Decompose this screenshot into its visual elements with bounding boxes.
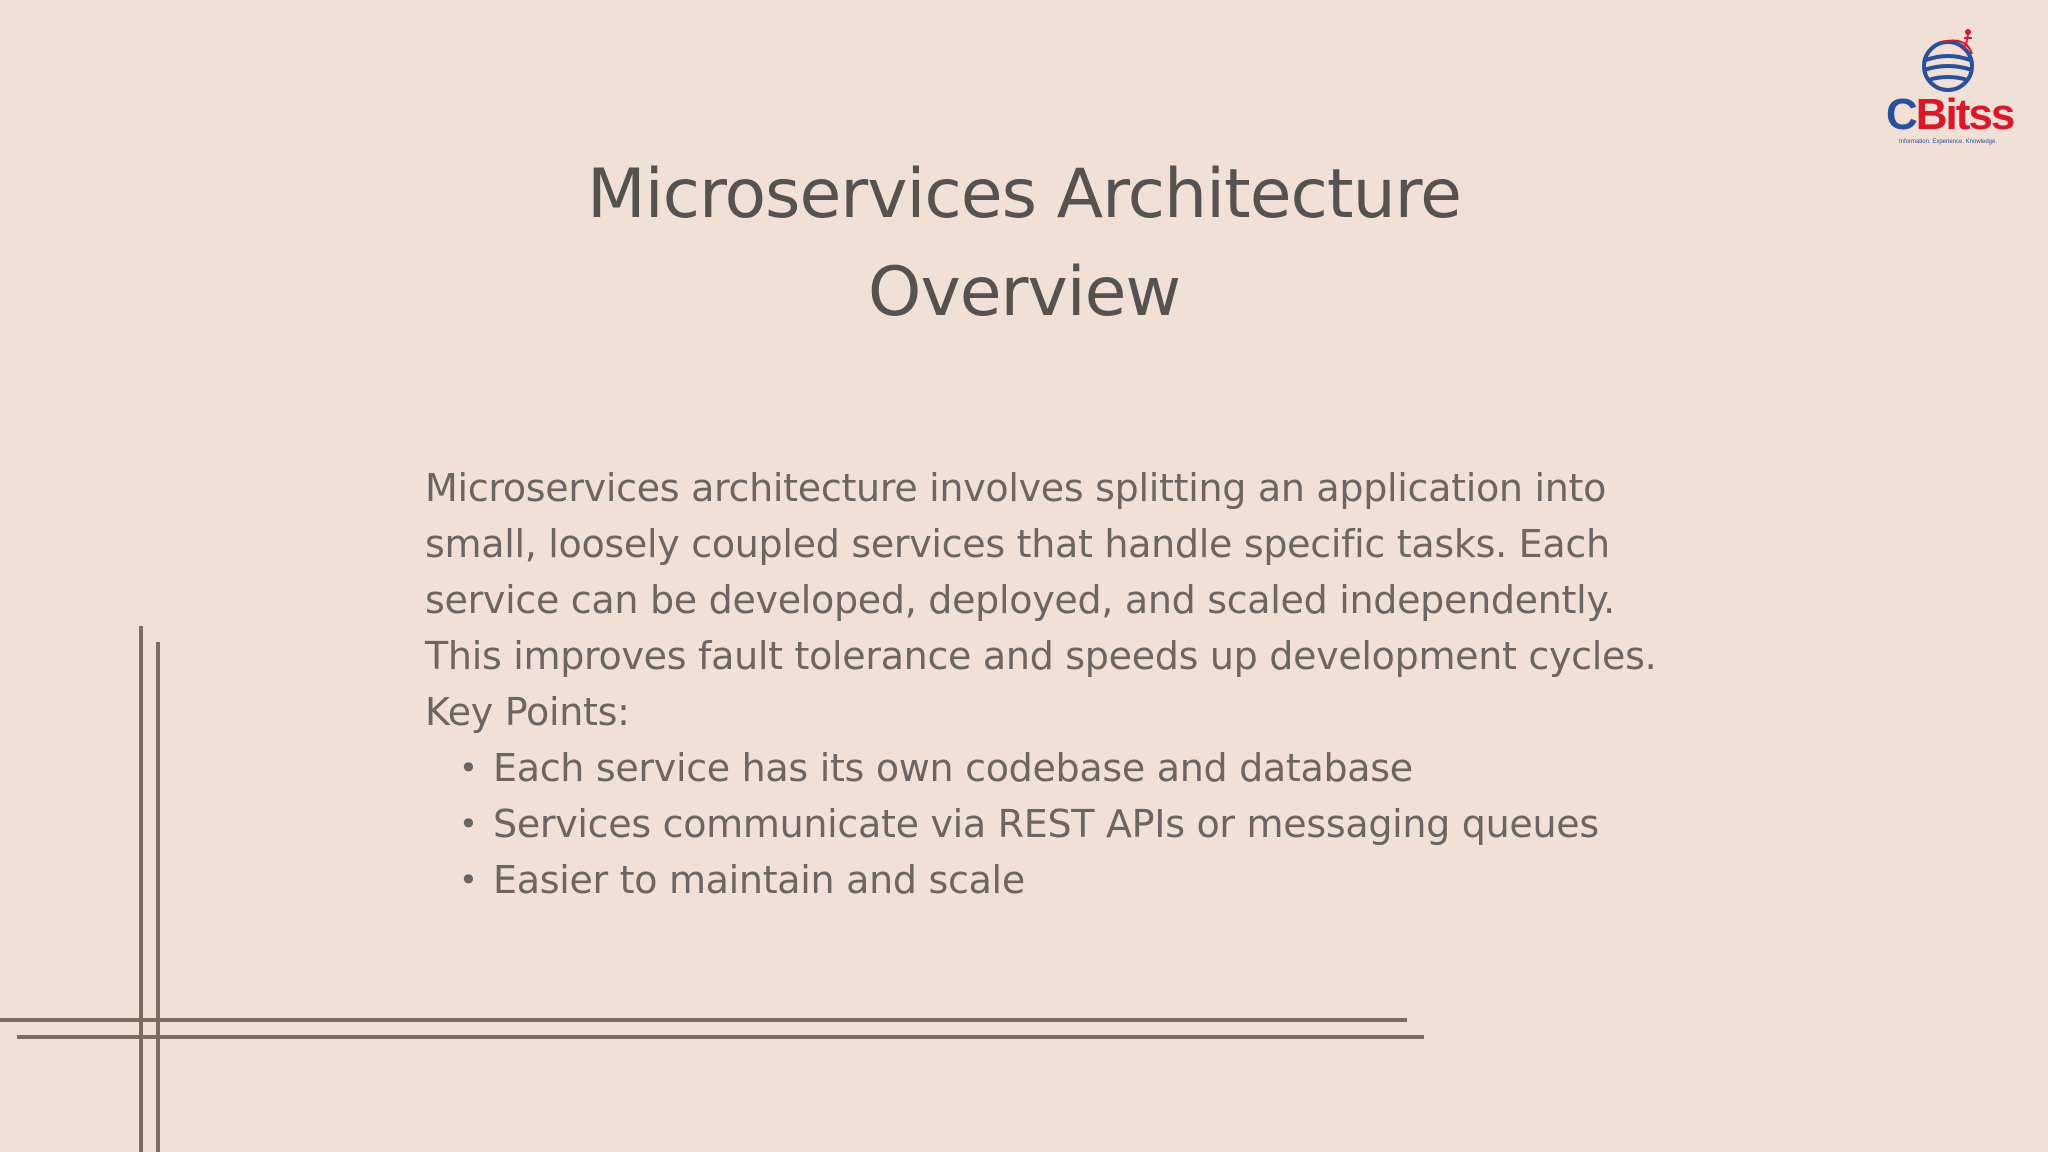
logo-brand-name: Bitss xyxy=(1915,90,2014,139)
bullet-icon: • xyxy=(459,805,478,843)
paragraph-line: This improves fault tolerance and speeds up development cycles. xyxy=(425,634,1657,678)
list-item-text: Each service has its own codebase and database xyxy=(493,746,1413,790)
globe-icon xyxy=(1886,26,2010,96)
logo-wordmark xyxy=(1886,90,2014,139)
bullet-icon: • xyxy=(459,861,478,899)
slide-title xyxy=(424,146,1624,342)
bullet-icon: • xyxy=(459,749,478,787)
list-item-text: Easier to maintain and scale xyxy=(493,858,1025,902)
logo-letter-c: C xyxy=(1886,90,1916,139)
list-item-text: Services communicate via REST APIs or messaging queues xyxy=(493,802,1599,846)
paragraph-line: Microservices architecture involves splitting an application into xyxy=(425,466,1607,510)
cbitss-logo xyxy=(1886,26,2014,152)
decorative-vertical-line-1 xyxy=(139,626,143,1152)
decorative-horizontal-line-2 xyxy=(17,1035,1424,1039)
slide-title-line-2: Overview xyxy=(867,253,1181,332)
decorative-horizontal-line-1 xyxy=(0,1018,1407,1022)
slide-body xyxy=(425,460,1725,908)
logo-tagline: Information. Experience. Knowledge. xyxy=(1898,139,1998,145)
list-item xyxy=(425,796,1725,852)
paragraph-line: service can be developed, deployed, and scaled independently. xyxy=(425,578,1615,622)
key-points-label: Key Points: xyxy=(425,690,630,734)
list-item xyxy=(425,852,1725,908)
decorative-vertical-line-2 xyxy=(156,642,160,1152)
paragraph-line: small, loosely coupled services that handle specific tasks. Each xyxy=(425,522,1610,566)
slide-title-line-1: Microservices Architecture xyxy=(587,155,1461,234)
list-item xyxy=(425,740,1725,796)
key-points-list xyxy=(425,740,1725,908)
